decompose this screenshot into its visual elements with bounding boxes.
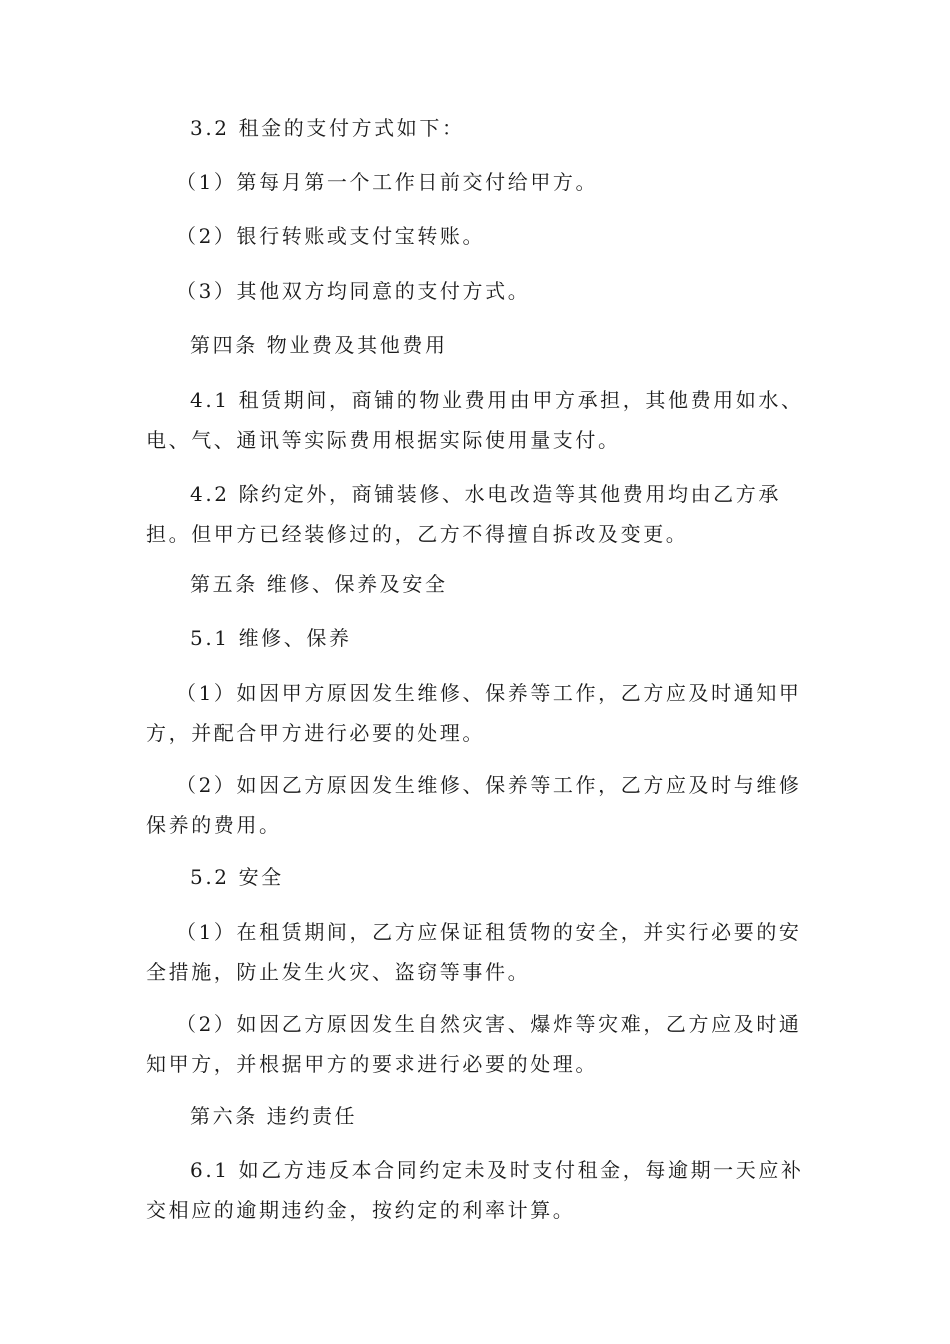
clause-6-1: 6.1 如乙方违反本合同约定未及时支付租金，每逾期一天应补交相应的逾期违约金，按约定的利率计算。	[146, 1158, 804, 1222]
article-5-heading: 第五条 维修、保养及安全	[190, 572, 448, 596]
clause-4-1: 4.1 租赁期间，商铺的物业费用由甲方承担，其他费用如水、电、气、通讯等实际费用根据实际使用量支付。	[146, 388, 804, 452]
clause-3-2-item-1: （1）第每月第一个工作日前交付给甲方。	[176, 170, 599, 194]
clause-5-2-item-1: （1）在租赁期间，乙方应保证租赁物的安全，并实行必要的安全措施，防止发生火灾、盗窃等事件。	[146, 920, 802, 984]
clause-5-1-item-2: （2）如因乙方原因发生维修、保养等工作，乙方应及时与维修保养的费用。	[146, 773, 802, 837]
article-6-heading: 第六条 违约责任	[190, 1104, 358, 1128]
clause-3-2-item-2: （2）银行转账或支付宝转账。	[176, 224, 486, 248]
clause-5-2-item-2: （2）如因乙方原因发生自然灾害、爆炸等灾难，乙方应及时通知甲方，并根据甲方的要求进行必要的处理。	[146, 1012, 802, 1076]
clause-3-2: 3.2 租金的支付方式如下：	[190, 116, 465, 140]
clause-4-2: 4.2 除约定外，商铺装修、水电改造等其他费用均由乙方承担。但甲方已经装修过的，乙方不得擅自拆改及变更。	[146, 482, 781, 546]
article-4-heading: 第四条 物业费及其他费用	[190, 333, 448, 357]
clause-3-2-item-3: （3）其他双方均同意的支付方式。	[176, 279, 531, 303]
clause-5-1: 5.1 维修、保养	[190, 626, 352, 650]
clause-5-2: 5.2 安全	[190, 865, 284, 889]
clause-5-1-item-1: （1）如因甲方原因发生维修、保养等工作，乙方应及时通知甲方，并配合甲方进行必要的处理。	[146, 681, 802, 745]
